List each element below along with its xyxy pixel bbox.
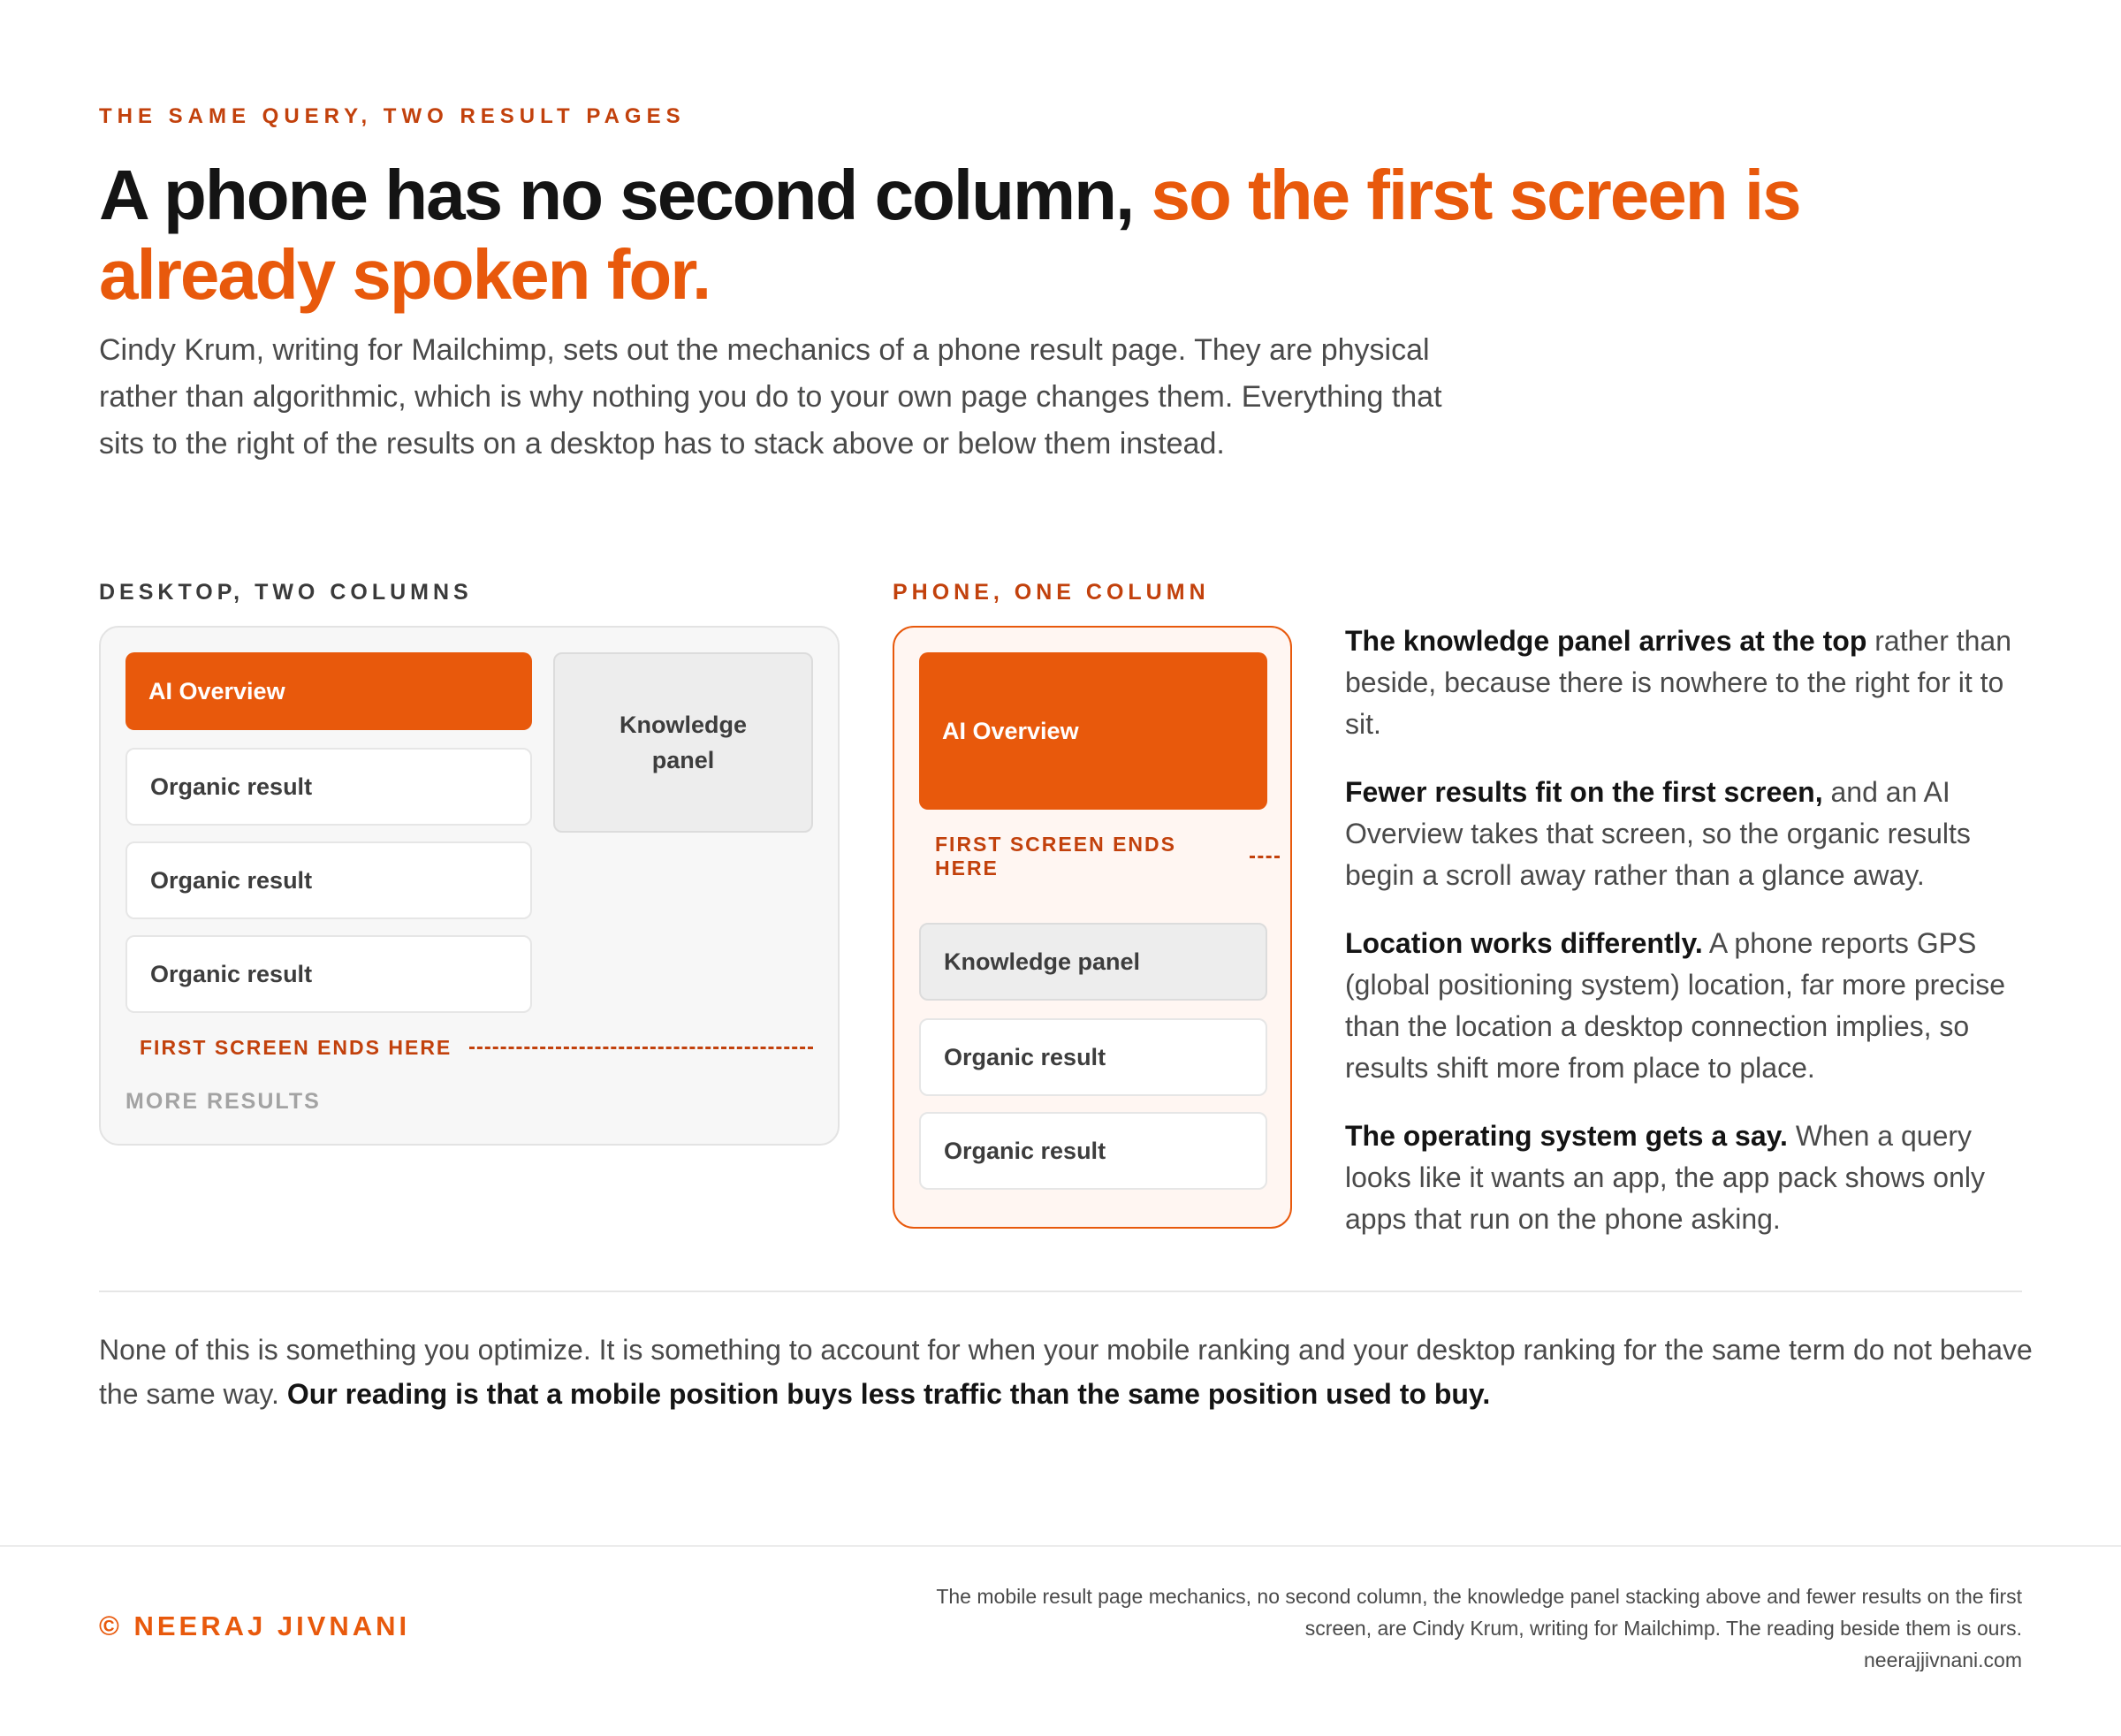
desktop-fold-label: FIRST SCREEN ENDS HERE: [140, 1036, 452, 1059]
note-title: The operating system gets a say.: [1345, 1120, 1788, 1152]
closing-bold: Our reading is that a mobile position buys less traffic than the same position used to buy.: [286, 1378, 1491, 1410]
brand-credit: © NEERAJ JIVNANI: [99, 1610, 411, 1641]
headline-part1: A phone has no second column,: [99, 156, 1152, 234]
notes-list: [1345, 621, 2043, 1267]
headline-accent: so the first screen is already spoken for.: [99, 156, 1800, 314]
note-operating-system: [1345, 1115, 2043, 1240]
phone-ai-overview-block: AI Overview: [919, 652, 1267, 810]
source-note: [785, 1580, 2022, 1676]
desktop-organic-result: Organic result: [125, 748, 532, 826]
note-body: A phone reports GPS (global positioning system) location, far more precise than the location a desktop connection implies, so results shift more from place to place.: [1345, 927, 2005, 1084]
phone-knowledge-panel: Knowledge panel: [919, 923, 1267, 1001]
phone-organic-result: Organic result: [919, 1112, 1267, 1190]
desktop-knowledge-panel: [553, 652, 813, 833]
phone-fold-label: FIRST SCREEN ENDS HERE: [935, 833, 1176, 879]
note-fewer-results: [1345, 772, 2043, 896]
closing-paragraph: [99, 1328, 2034, 1416]
desktop-knowledge-panel-label: Knowledge panel: [619, 712, 747, 773]
desktop-fold-line: [140, 1036, 813, 1060]
intro-paragraph: Cindy Krum, writing for Mailchimp, sets out the mechanics of a phone result page. They are physical rather than algorithmic, which is why nothing you do to your own page changes them. Everything that sits to the right of the results on a desktop has to stack above or below them instead.: [99, 333, 1442, 461]
source-line: screen, are Cindy Krum, writing for Mailchimp. The reading beside them is ours.: [1304, 1617, 2022, 1640]
note-location: [1345, 923, 2043, 1089]
note-body: rather than beside, because there is nowhere to the right for it to sit.: [1345, 625, 2012, 740]
phone-fold-dash: [1250, 856, 1280, 858]
phone-column-label: PHONE, ONE COLUMN: [893, 580, 1210, 605]
note-title: The knowledge panel arrives at the top: [1345, 625, 1867, 657]
footer-divider: [0, 1545, 2121, 1547]
desktop-organic-result: Organic result: [125, 841, 532, 919]
source-line: The mobile result page mechanics, no second column, the knowledge panel stacking above and fewer results on the first: [936, 1585, 2022, 1608]
desktop-result-page: [99, 626, 840, 1146]
site-url: neerajjivnani.com: [1864, 1648, 2022, 1671]
note-knowledge-panel: [1345, 621, 2043, 745]
closing-text: None of this is something you optimize. It is something to account for when your mobile ranking and your desktop ranking for the same term do not behave the same way.: [99, 1334, 2033, 1410]
phone-organic-result: Organic result: [919, 1018, 1267, 1096]
desktop-organic-result: Organic result: [125, 935, 532, 1013]
phone-result-page: [893, 626, 1292, 1229]
headline: [99, 156, 2043, 315]
note-title: Location works differently.: [1345, 927, 1703, 959]
note-title: Fewer results fit on the first screen,: [1345, 776, 1823, 808]
phone-fold-line: [935, 833, 1280, 880]
desktop-ai-overview-block: AI Overview: [125, 652, 532, 730]
desktop-column-label: DESKTOP, TWO COLUMNS: [99, 580, 473, 605]
desktop-more-results: MORE RESULTS: [125, 1089, 321, 1114]
note-body: and an AI Overview takes that screen, so the organic results begin a scroll away rather than a glance away.: [1345, 776, 1971, 891]
desktop-fold-dash: [469, 1047, 813, 1049]
note-body: When a query looks like it wants an app, the app pack shows only apps that run on the phone asking.: [1345, 1120, 1985, 1235]
section-divider: [99, 1291, 2022, 1292]
eyebrow: THE SAME QUERY, TWO RESULT PAGES: [99, 104, 686, 128]
